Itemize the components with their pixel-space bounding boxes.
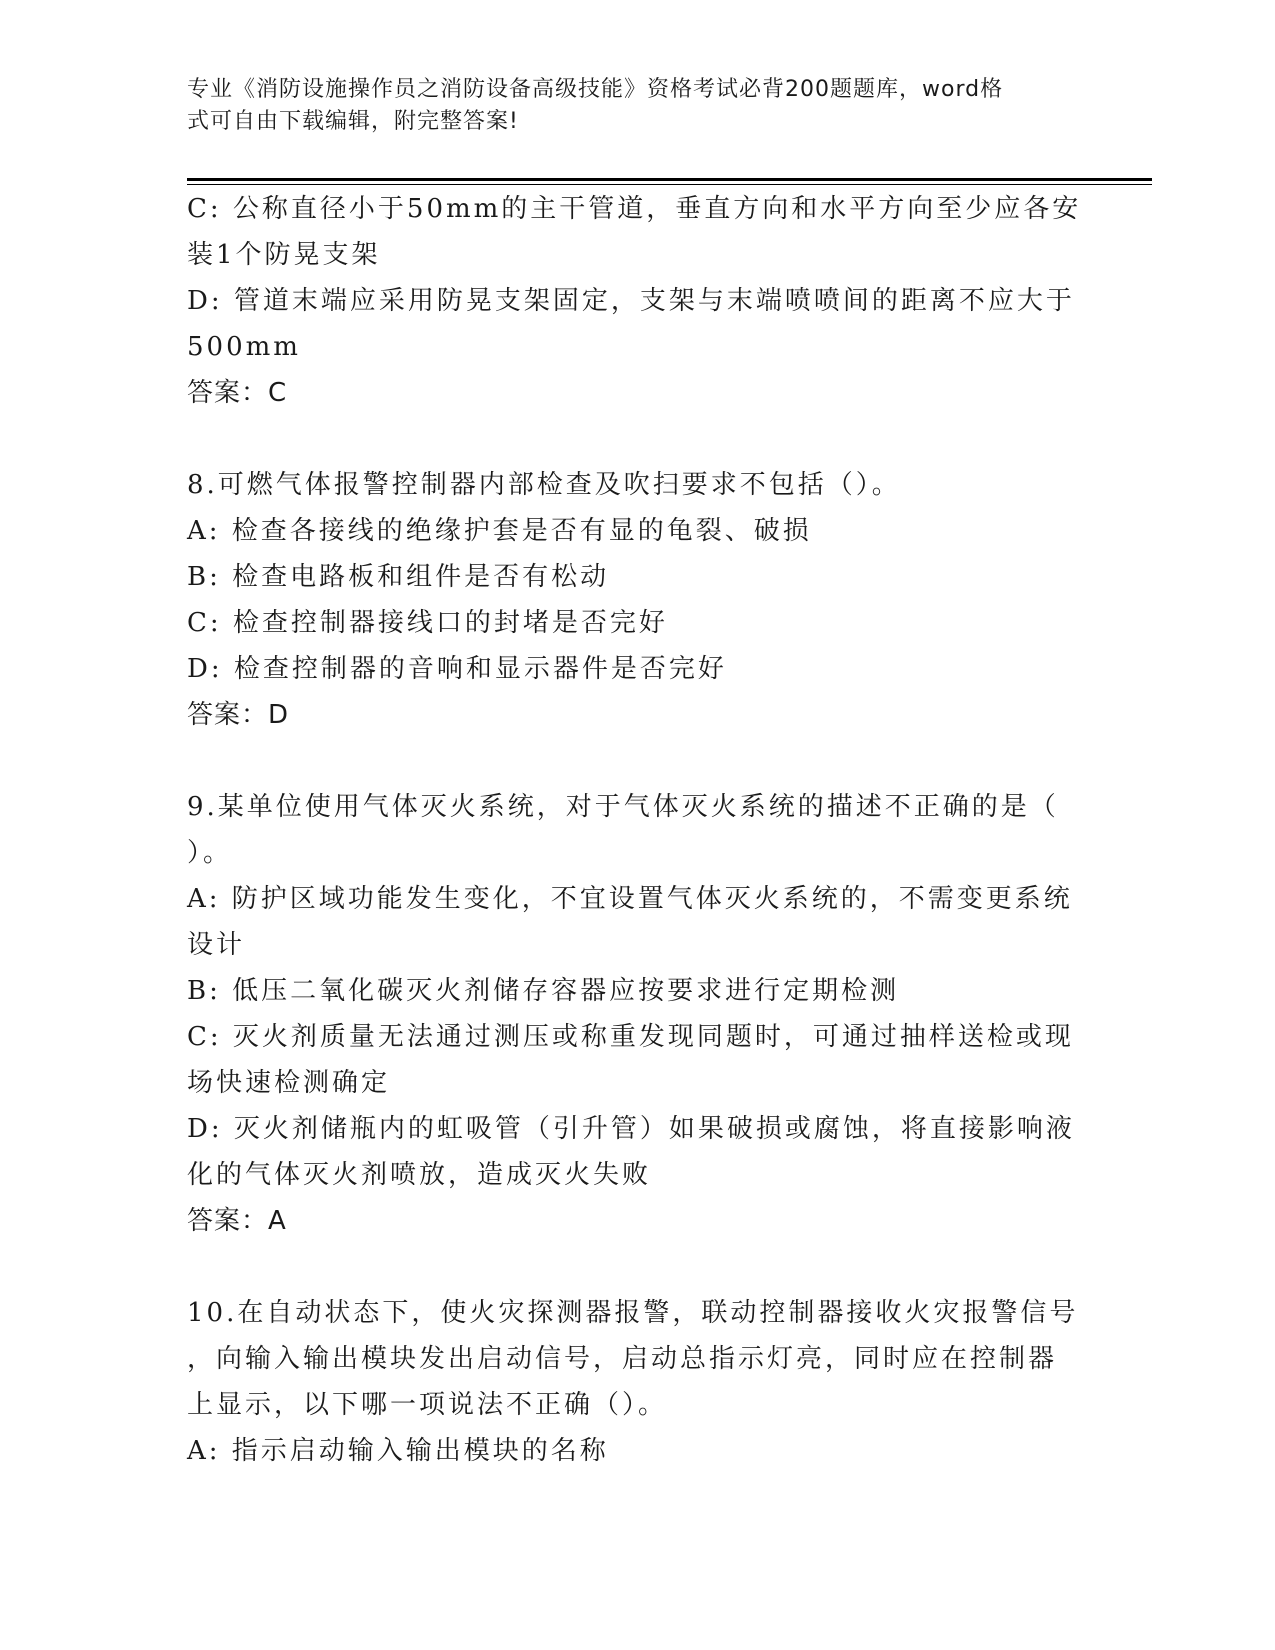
- q9-stem-line-2: ）。: [187, 838, 233, 868]
- q10-stem-line-1: 10.在自动状态下，使火灾探测器报警，联动控制器接收火灾报警信号: [187, 1298, 1079, 1328]
- header-line-1: 专业《消防设施操作员之消防设备高级技能》资格考试必背200题题库，word格: [187, 77, 1004, 102]
- spacer: [187, 738, 1087, 784]
- header-rule-thick: [187, 178, 1152, 181]
- q9-option-a-line-2: 设计: [187, 930, 246, 960]
- q10-stem-line-2: ，向输入输出模块发出启动信号，启动总指示灯亮，同时应在控制器: [187, 1344, 1058, 1374]
- q9-option-d-line-2: 化的气体灭火剂喷放，造成灭火失败: [187, 1160, 652, 1190]
- question-content: [187, 186, 1087, 1474]
- q9-answer: 答案：A: [187, 1206, 287, 1236]
- q8-option-b: B: 检查电路板和组件是否有松动: [187, 562, 610, 592]
- q10-option-a: A: 指示启动输入输出模块的名称: [187, 1436, 609, 1466]
- q7-option-c-line-2: 装1个防晃支架: [187, 240, 381, 270]
- q9-option-c-line-1: C: 灭火剂质量无法通过测压或称重发现同题时，可通过抽样送检或现: [187, 1022, 1074, 1052]
- question-7-block: [187, 186, 1087, 416]
- document-header: [187, 74, 1067, 138]
- spacer: [187, 416, 1087, 462]
- q8-option-c: C: 检查控制器接线口的封堵是否完好: [187, 608, 668, 638]
- q10-stem-line-3: 上显示，以下哪一项说法不正确（）。: [187, 1390, 668, 1420]
- header-rule-thin: [187, 184, 1152, 185]
- q9-stem-line-1: 9.某单位使用气体灭火系统，对于气体灭火系统的描述不正确的是（: [187, 792, 1059, 822]
- q9-option-a-line-1: A: 防护区域功能发生变化，不宜设置气体灭火系统的，不需变更系统: [187, 884, 1073, 914]
- q7-option-d-line-1: D: 管道末端应采用防晃支架固定，支架与末端喷喷间的距离不应大于: [187, 286, 1075, 316]
- q7-answer: 答案：C: [187, 378, 288, 408]
- spacer: [187, 1244, 1087, 1290]
- header-line-2: 式可自由下载编辑，附完整答案!: [187, 109, 519, 134]
- q7-option-d-line-2: 500mm: [187, 332, 301, 362]
- question-8-block: [187, 462, 1087, 738]
- q9-option-b: B: 低压二氧化碳灭火剂储存容器应按要求进行定期检测: [187, 976, 900, 1006]
- question-10-block: [187, 1290, 1087, 1474]
- q8-answer: 答案：D: [187, 700, 290, 730]
- q8-stem: 8.可燃气体报警控制器内部检查及吹扫要求不包括（）。: [187, 470, 901, 500]
- q9-option-d-line-1: D: 灭火剂储瓶内的虹吸管（引升管）如果破损或腐蚀，将直接影响液: [187, 1114, 1075, 1144]
- q8-option-d: D: 检查控制器的音响和显示器件是否完好: [187, 654, 727, 684]
- q7-option-c-line-1: C: 公称直径小于50mm的主干管道，垂直方向和水平方向至少应各安: [187, 194, 1082, 224]
- question-9-block: [187, 784, 1087, 1244]
- q8-option-a: A: 检查各接线的绝缘护套是否有显的龟裂、破损: [187, 516, 812, 546]
- q9-option-c-line-2: 场快速检测确定: [187, 1068, 391, 1098]
